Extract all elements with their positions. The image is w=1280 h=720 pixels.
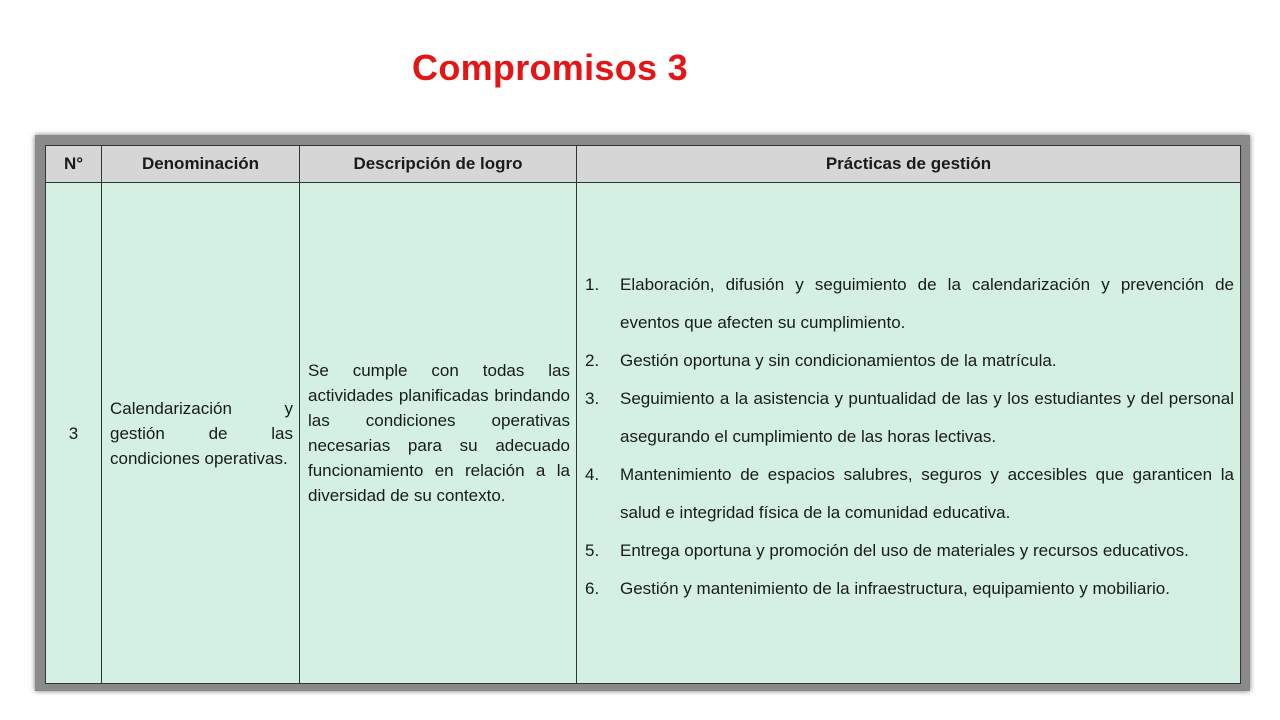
cell-num: 3 — [46, 183, 102, 684]
cell-practicas — [577, 183, 1241, 684]
header-descripcion: Descripción de logro — [300, 146, 577, 183]
list-item-number: 3. — [585, 389, 600, 408]
list-item-text: Gestión y mantenimiento de la infraestructura, equipamiento y mobiliario. — [620, 579, 1170, 598]
page-title: Compromisos 3 — [412, 47, 688, 88]
cell-denominacion: Calendarización y gestión de las condiciones operativas. — [102, 183, 300, 684]
commitments-table — [45, 145, 1241, 684]
list-item-number: 2. — [585, 351, 600, 370]
list-item-text: Elaboración, difusión y seguimiento de la calendarización y prevención de eventos que afecten su cumplimiento. — [620, 275, 1234, 332]
list-item-number: 1. — [585, 275, 600, 294]
header-num: N° — [46, 146, 102, 183]
list-item — [583, 266, 1234, 342]
list-item — [583, 570, 1234, 608]
table-header-row — [46, 146, 1241, 183]
list-item-text: Mantenimiento de espacios salubres, seguros y accesibles que garanticen la salud e integridad física de la comunidad educativa. — [620, 465, 1234, 522]
list-item — [583, 380, 1234, 456]
header-denominacion: Denominación — [102, 146, 300, 183]
list-item — [583, 532, 1234, 570]
header-practicas: Prácticas de gestión — [577, 146, 1241, 183]
list-item — [583, 342, 1234, 380]
list-item — [583, 456, 1234, 532]
list-item-number: 5. — [585, 541, 600, 560]
list-item-text: Gestión oportuna y sin condicionamientos de la matrícula. — [620, 351, 1057, 370]
list-item-text: Seguimiento a la asistencia y puntualidad de las y los estudiantes y del personal asegurando el cumplimiento de las horas lectivas. — [620, 389, 1234, 446]
list-item-number: 4. — [585, 465, 600, 484]
list-item-text: Entrega oportuna y promoción del uso de materiales y recursos educativos. — [620, 541, 1189, 560]
table-row — [46, 183, 1241, 684]
practices-list — [583, 258, 1234, 608]
list-item-number: 6. — [585, 579, 600, 598]
cell-descripcion: Se cumple con todas las actividades planificadas brindando las condiciones operativas necesarias para su adecuado funcionamiento en relación a la diversidad de su contexto. — [300, 183, 577, 684]
